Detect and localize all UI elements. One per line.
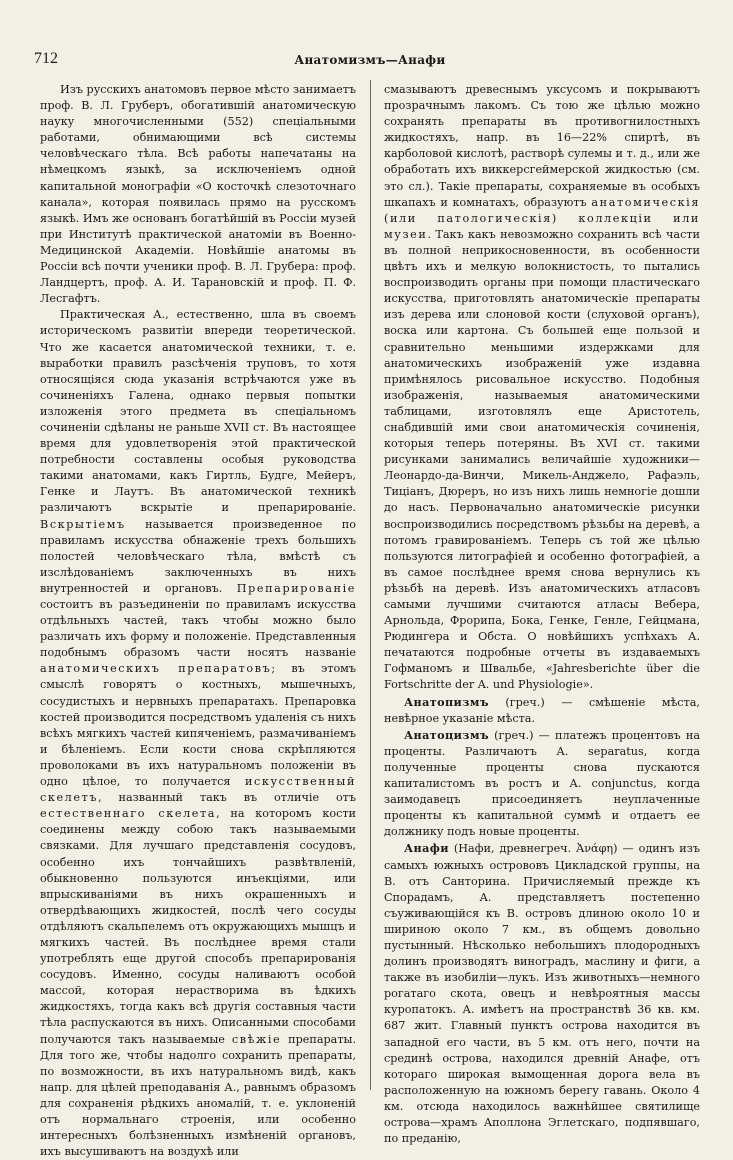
text-run: состоитъ въ разъединеніи по правиламъ искусства отдѣльныхъ частей, такъ чтобы можно было различать ихъ форму и положеніе. Представленныя подобнымъ образомъ части носятъ названіе xyxy=(40,598,356,660)
entry-anatopizm xyxy=(384,694,700,727)
term-svezhie: свѣжіе xyxy=(231,1032,282,1046)
page-header xyxy=(34,50,706,72)
entry-anatocizm xyxy=(384,727,700,841)
text-run: смазываютъ древеснымъ уксусомъ и покрываютъ прозрачнымъ лакомъ. Съ тою же цѣлью можно сохранять препараты въ противогнилостныхъ жидкостяхъ, напр. въ 16—22% спиртѣ, въ карболовой кислотѣ, растворѣ сулемы и т. д., или же обработать ихъ виккерсгеймерской жидкостью (см. это сл.). Такіе препараты, сохраняемые въ особыхъ шкапахъ и комнатахъ, образуютъ xyxy=(384,83,700,209)
text-run: ; въ этомъ смыслѣ говорятъ о костныхъ, мышечныхъ, сосудистыхъ и нервныхъ препаратахъ. Препаровка костей производится посредствомъ удаленія съ нихъ всѣхъ мягкихъ частей кипяченіемъ, размачиваніемъ и бѣленіемъ. Если кости снова скрѣпляются проволоками въ ихъ натуральномъ положеніи въ одно цѣлое, то получается xyxy=(40,662,357,789)
entry-body: (греч.) — смѣшеніе мѣста, невѣрное указаніе мѣста. xyxy=(384,695,700,725)
entry-headword: Анатоцизмъ xyxy=(404,727,489,742)
entry-headword: Анатопизмъ xyxy=(404,694,489,709)
term-vskrytie: Вскрытіемъ xyxy=(40,517,126,531)
term-preparirovanie: Препарированіе xyxy=(236,581,356,595)
entry-headword: Анафи xyxy=(404,841,449,856)
entry-body: (греч.) — платежъ процентовъ на проценты. Различаютъ А. separatus, когда полученные проценты снова пускаются капиталистомъ въ ростъ и А. conjunctus, когда заимодавецъ присоединяетъ неуплаченные проценты къ капитальной суммѣ и отдаетъ ее должнику подъ новые проценты. xyxy=(384,728,700,839)
paragraph-russian-anatomists: Изъ русскихъ анатомовъ первое мѣсто занимаетъ проф. В. Л. Груберъ, обогатившій анатомическую науку многочисленными (552) спеціальными работами, обнимающими всѣ системы человѣческаго тѣла. Всѣ работы напечатаны на нѣмецкомъ языкѣ, за исключеніемъ одной капитальной монографіи «О косточкѣ слезоточнаго канала», которая появилась прямо на русскомъ языкѣ. Имъ же основанъ богатѣйшій въ Россіи музей при Институтѣ практической анатоміи въ Военно-Медицинской Академіи. Новѣйшіе анатомы въ Россіи всѣ почти ученики проф. В. Л. Грубера: проф. Ландцертъ, проф. А. И. Тарановскій и проф. П. Ф. Лесгафтъ. xyxy=(40,83,357,306)
text-run: Практическая А., естественно, шла въ своемъ историческомъ развитіи впереди теоретической. Что же касается анатомической техники, т. е. выработки правилъ разсѣченія труповъ, то хотя относящіяся сюда указанія встрѣчаются уже въ сочиненіяхъ Галена, однако первыя попытки изложенія этого предмета въ спеціальномъ сочиненіи сдѣланы не раньше XVII ст. Въ настоящее время для удовлетворенія этой практической потребности составлены особыя руководства такими анатомами, какъ Гиртль, Будге, Мейеръ, Генке и Лаутъ. Въ анатомической техникѣ различаютъ вскрытіе и препарированіе. xyxy=(40,308,356,515)
paragraph-preservation xyxy=(384,82,700,694)
text-run: препараты. Для того же, чтобы надолго сохранить препараты, по возможности, въ ихъ натуральномъ видѣ, какъ напр. для цѣлей преподаванія А., равнымъ образомъ для сохраненія рѣдкихъ аномалій, т. е. уклоненій отъ нормальнаго строенія, или особенно интересныхъ болѣзненныхъ измѣненій органовъ, ихъ высушиваютъ на воздухѣ или xyxy=(40,1032,356,1159)
text-run: , на которомъ кости соединены между собою такъ называемыми связками. Для лучшаго представленія сосудовъ, особенно ихъ тончайшихъ развѣтвленій, обыкновенно пользуются инъекціями, или впрыскиваніями въ нихъ окрашенныхъ и отвердѣвающихъ жидкостей, послѣ чего сосуды отдѣляютъ скальпелемъ отъ окружающихъ мышцъ и мягкихъ частей. Въ послѣднее время стали употреблять еще другой способъ препарированія сосудовъ. Именно, сосуды наливаютъ особой массой, которая нерастворима въ ѣдкихъ жидкостяхъ, тогда какъ всѣ другія составныя части тѣла распускаются въ нихъ. Описанными способами получаются такъ называемые xyxy=(40,807,357,1046)
text-run: , названный такъ въ отличіе отъ xyxy=(98,791,356,805)
term-kollekcii: анатомическія (или патологическія) коллекціи или музеи xyxy=(384,195,700,241)
entry-body: (Нафи, древнегреч. Ἀνάφη) — одинъ изъ самыхъ южныхъ острововъ Цикладской группы, на В. отъ Санторина. Причисляемый прежде къ Спорадамъ, А. представляетъ постепенно съуживающійся къ В. островъ длиною около 10 и шириною около 7 км., въ общемъ довольно пустынный. Нѣсколько небольшихъ плодородныхъ долинъ производятъ виноградъ, маслину и фиги, а также въ изобиліи—лукъ. Изъ животныхъ—немного рогатаго скота, овецъ и невѣроятныя массы куропатокъ. А. имѣетъ на пространствѣ 36 кв. км. 687 жит. Главный пунктъ острова находится въ западной его части, въ 5 км. отъ него, почти на срединѣ острова, находился древній Анафе, отъ котораго широкая вымощенная дорога вела въ расположенную на южномъ берегу гавань. Около 4 км. отсюда находилось важнѣйшее святилище острова—храмъ Аполлона Эглетскаго, подпявшаго, по преданію, xyxy=(384,842,700,1146)
entry-anafi xyxy=(384,840,700,1147)
term-estestvennyi-skelet: естественнаго скелета xyxy=(40,807,217,821)
page-number: 712 xyxy=(34,50,58,67)
paragraph-practical-anatomy xyxy=(40,307,356,1160)
left-column xyxy=(40,82,357,1159)
term-skelet: искусственный скелетъ xyxy=(40,775,356,805)
text-run: называется произведенное по правиламъ искусства обнаженіе трехъ большихъ полостей человѣческаго тѣла, вмѣстѣ съ изслѣдованіемъ заключенныхъ въ нихъ внутренностей и органовъ. xyxy=(40,517,356,595)
text-run: . Такъ какъ невозможно сохранить всѣ части въ полной неприкосновенности, въ особенности цвѣтъ ихъ и мелкую волокнистость, то пытались воспроизводить органы при помощи пластическаго искусства, приготовлять анатомическіе препараты изъ дерева или слоновой кости (слуховой органъ), воска или картона. Съ большей еще пользой и сравнительно меньшими издержками для анатомическихъ изображеній уже издавна примѣнялось рисовальное искусство. Подобныя изображенія, называемыя анатомическими таблицами, изготовлялъ еще Аристотель, снабдившій ими свои анатомическія сочиненія, которыя теперь потеряны. Въ XVI ст. такими рисунками занимались величайшіе художники—Леонардо-да-Винчи, Микель-Анджело, Рафаэль, Тиціанъ, Дюреръ, но изъ нихъ лишь немногіе дошли до насъ. Первоначально анатомическіе рисунки воспроизводились посредствомъ рѣзьбы на деревѣ, а потомъ гравированіемъ. Теперь съ той же цѣлью пользуются литографіей и особенно фотографіей, а въ самое послѣднее время снова вернулись къ рѣзьбѣ на деревѣ. Изъ анатомическихъ атласовъ самыми лучшими считаются атласы Вебера, Арнольда, Фрорипа, Бока, Генке, Генле, Гейцмана, Рюдингера и Обста. О новѣйшихъ успѣхахъ А. печатаются подробные отчеты въ издаваемыхъ Гофманомъ и Швальбе, «Jahresberichte über die Fortschritte der A. und Physiologie». xyxy=(384,227,700,692)
right-column xyxy=(384,82,700,1146)
running-head: Анатомизмъ—Анафи xyxy=(294,53,446,67)
term-preparaty: анатомическихъ препаратовъ xyxy=(40,662,272,676)
column-divider xyxy=(370,80,371,1090)
